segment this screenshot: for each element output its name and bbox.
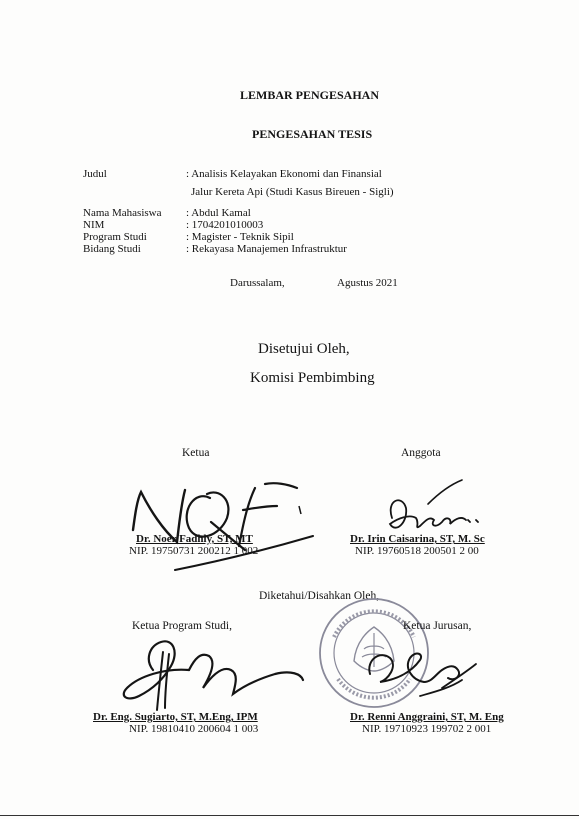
- anggota-name: Dr. Irin Caisarina, ST, M. Sc: [350, 533, 485, 545]
- nama-value: : Abdul Kamal: [186, 207, 251, 219]
- prodi-label: Program Studi: [83, 231, 147, 243]
- pengesahan-tesis-title: PENGESAHAN TESIS: [252, 127, 373, 141]
- judul-label: Judul: [83, 168, 107, 180]
- disetujui-oleh: Disetujui Oleh,: [258, 341, 350, 357]
- diketahui-oleh: Diketahui/Disahkan Oleh,: [259, 590, 380, 602]
- anggota-nip: NIP. 19760518 200501 2 00: [355, 545, 479, 557]
- nim-value: : 1704201010003: [186, 219, 264, 231]
- judul-value-line1: : Analisis Kelayakan Ekonomi dan Finansial: [186, 168, 382, 180]
- bidang-value: : Rekayasa Manajemen Infrastruktur: [186, 243, 347, 255]
- anggota-role: Anggota: [401, 447, 441, 459]
- nama-label: Nama Mahasiswa: [83, 207, 162, 219]
- ketua-name: Dr. Noer Fadhly, ST, MT: [136, 533, 253, 545]
- kajur-nip: NIP. 19710923 199702 2 001: [362, 723, 492, 735]
- place: Darussalam,: [230, 277, 285, 289]
- kaprodi-role: Ketua Program Studi,: [132, 620, 232, 632]
- judul-value-line2: Jalur Kereta Api (Studi Kasus Bireuen - Sigli): [191, 186, 394, 198]
- kaprodi-nip: NIP. 19810410 200604 1 003: [129, 723, 259, 735]
- date: Agustus 2021: [337, 277, 398, 289]
- komisi-pembimbing: Komisi Pembimbing: [250, 370, 375, 386]
- kajur-role: Ketua Jurusan,: [403, 620, 472, 632]
- nim-label: NIM: [83, 219, 105, 231]
- kaprodi-name: Dr. Eng. Sugiarto, ST, M.Eng, IPM: [93, 711, 258, 723]
- ketua-signature: [115, 470, 315, 580]
- ketua-nip: NIP. 19750731 200212 1 002: [129, 545, 259, 557]
- page-edge-divider: [0, 815, 579, 816]
- ketua-role: Ketua: [182, 447, 210, 459]
- kajur-name: Dr. Renni Anggraini, ST, M. Eng: [350, 711, 504, 723]
- lembar-pengesahan-title: LEMBAR PENGESAHAN: [240, 88, 380, 102]
- bidang-label: Bidang Studi: [83, 243, 141, 255]
- prodi-value: : Magister - Teknik Sipil: [186, 231, 294, 243]
- kaprodi-signature: [105, 630, 305, 720]
- kajur-signature: [350, 630, 490, 710]
